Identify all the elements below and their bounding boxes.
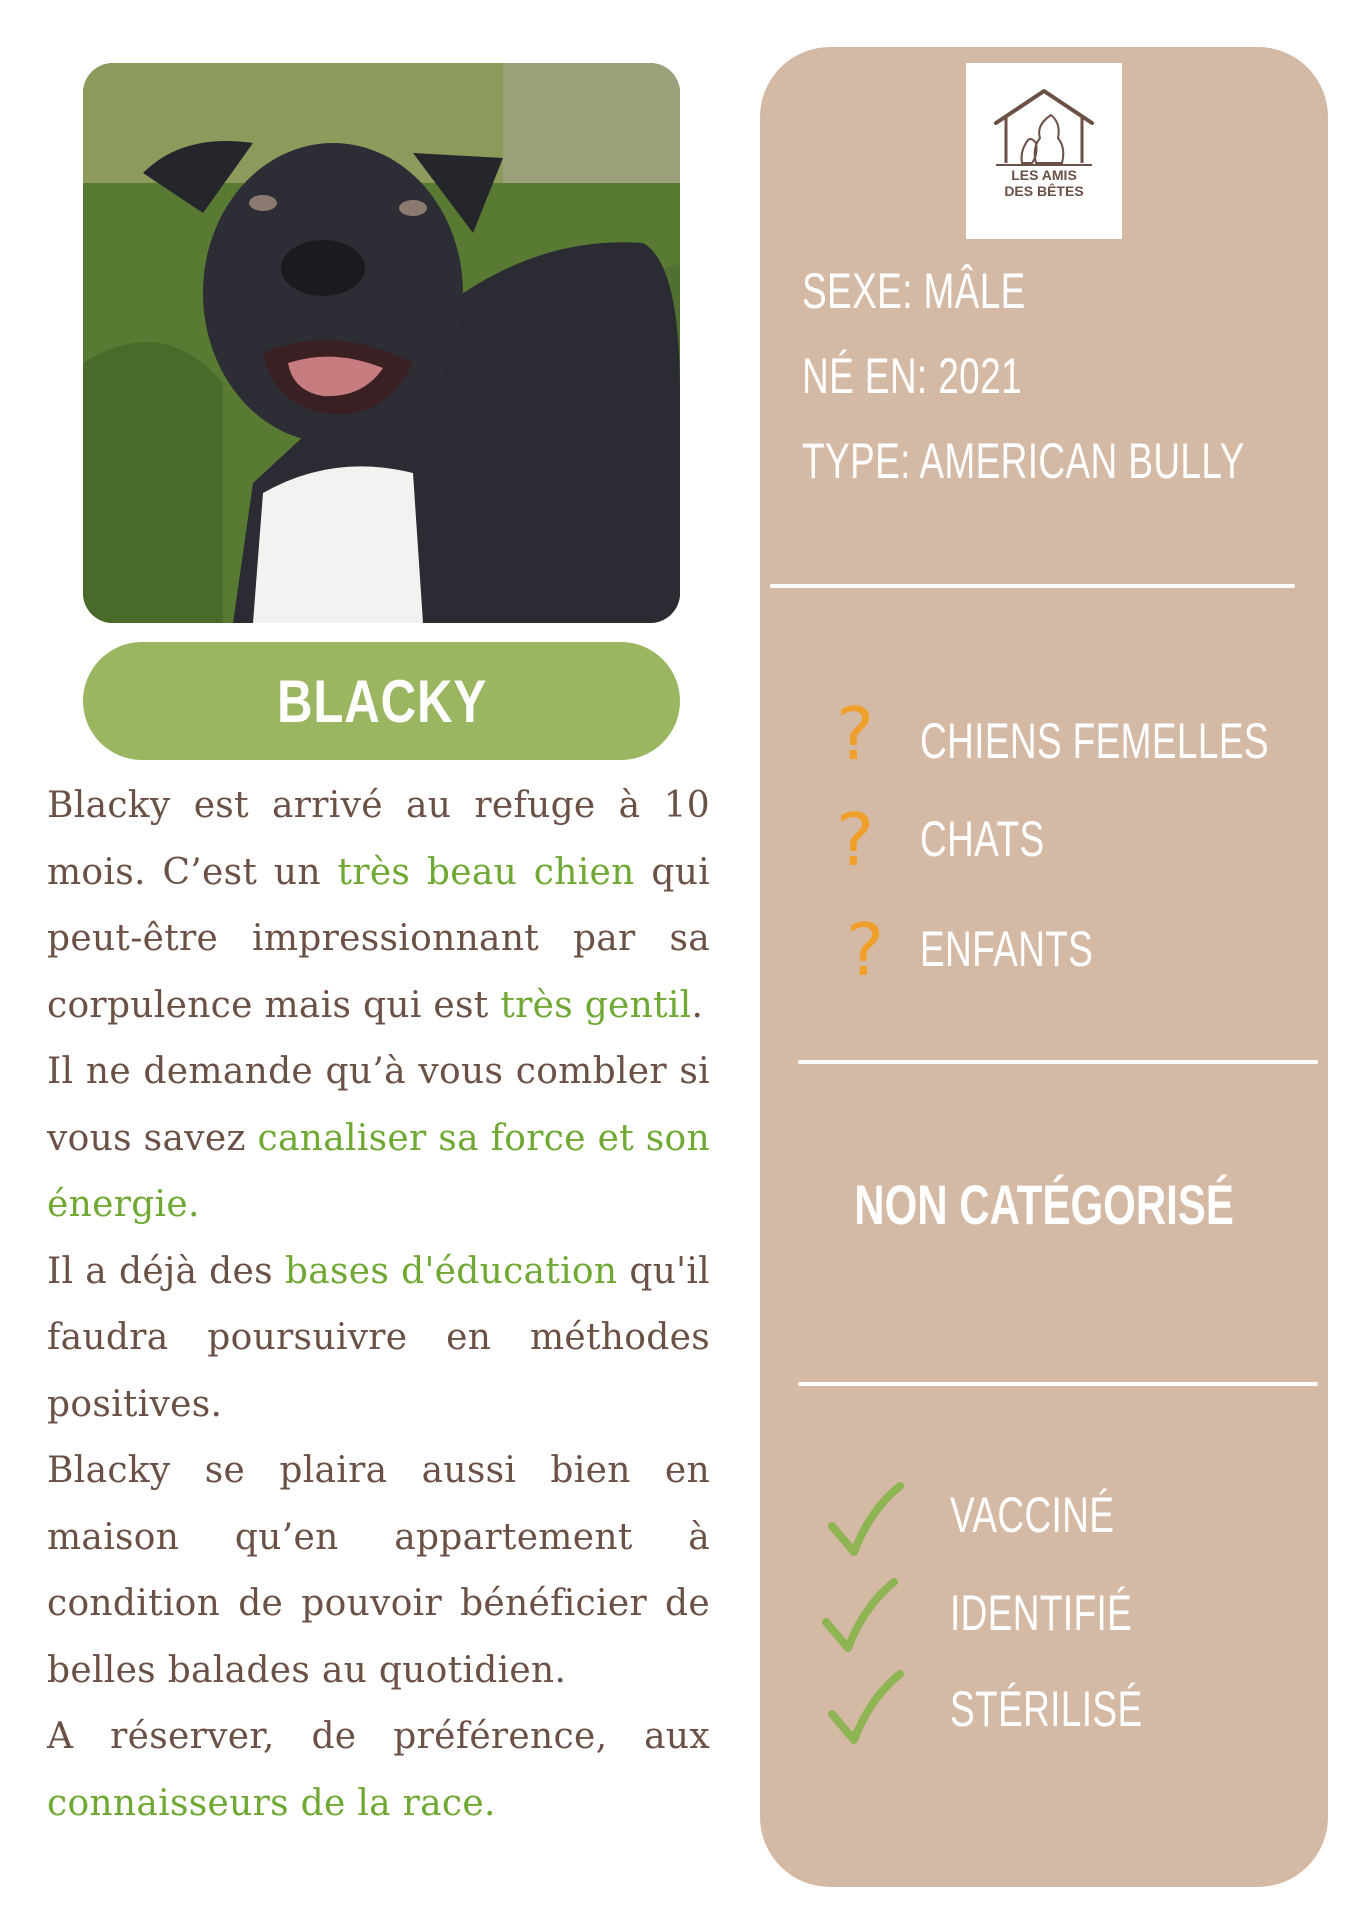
question-mark-icon: ?: [846, 908, 885, 992]
breed-info: TYPE: AMERICAN BULLY: [802, 433, 1245, 489]
logo-text-line1: LES AMIS: [1011, 167, 1077, 183]
checkmark-icon: [820, 1576, 898, 1656]
house-pets-icon: [966, 63, 1122, 183]
category-label: NON CATÉGORISÉ: [854, 1173, 1234, 1236]
health-label: IDENTIFIÉ: [950, 1585, 1133, 1641]
description-paragraph: Blacky se plaira aussi bien en maison qu’en appartement à condition de pouvoir bénéficier de belles balades au quotidien.: [47, 1450, 710, 1691]
dog-name: BLACKY: [276, 667, 487, 735]
health-label: VACCINÉ: [950, 1487, 1115, 1543]
description-paragraph: Il a déjà des bases d'éducation qu'il faudra poursuivre en méthodes positives.: [47, 1250, 710, 1425]
checkmark-icon: [826, 1668, 904, 1748]
shelter-logo: [966, 63, 1122, 239]
logo-text-line2: DES BÊTES: [1004, 183, 1084, 199]
health-label: STÉRILISÉ: [950, 1681, 1143, 1737]
question-mark-icon: ?: [836, 692, 875, 776]
description-paragraph: A réserver, de préférence, aux connaisseurs de la race.: [47, 1716, 710, 1824]
dog-description: [47, 773, 710, 1837]
divider: [798, 1382, 1318, 1386]
description-paragraph: Il ne demande qu’à vous combler si vous savez canaliser sa force et son énergie.: [47, 1051, 711, 1225]
dog-photo-illustration: [83, 63, 680, 623]
birth-year-info: NÉ EN: 2021: [802, 348, 1023, 404]
compat-label: CHIENS FEMELLES: [920, 713, 1269, 769]
divider: [770, 584, 1295, 588]
dog-photo: [83, 63, 680, 623]
sex-info: SEXE: MÂLE: [802, 263, 1026, 319]
compat-label: CHATS: [920, 811, 1045, 867]
compat-label: ENFANTS: [920, 921, 1094, 977]
description-paragraph: Blacky est arrivé au refuge à 10 mois. C’est un très beau chien qui peut-être impressionnant par sa corpulence mais qui est très gentil.: [47, 785, 710, 1026]
divider: [798, 1060, 1318, 1064]
dog-name-banner: [83, 642, 680, 760]
question-mark-icon: ?: [836, 798, 875, 882]
checkmark-icon: [826, 1480, 904, 1560]
